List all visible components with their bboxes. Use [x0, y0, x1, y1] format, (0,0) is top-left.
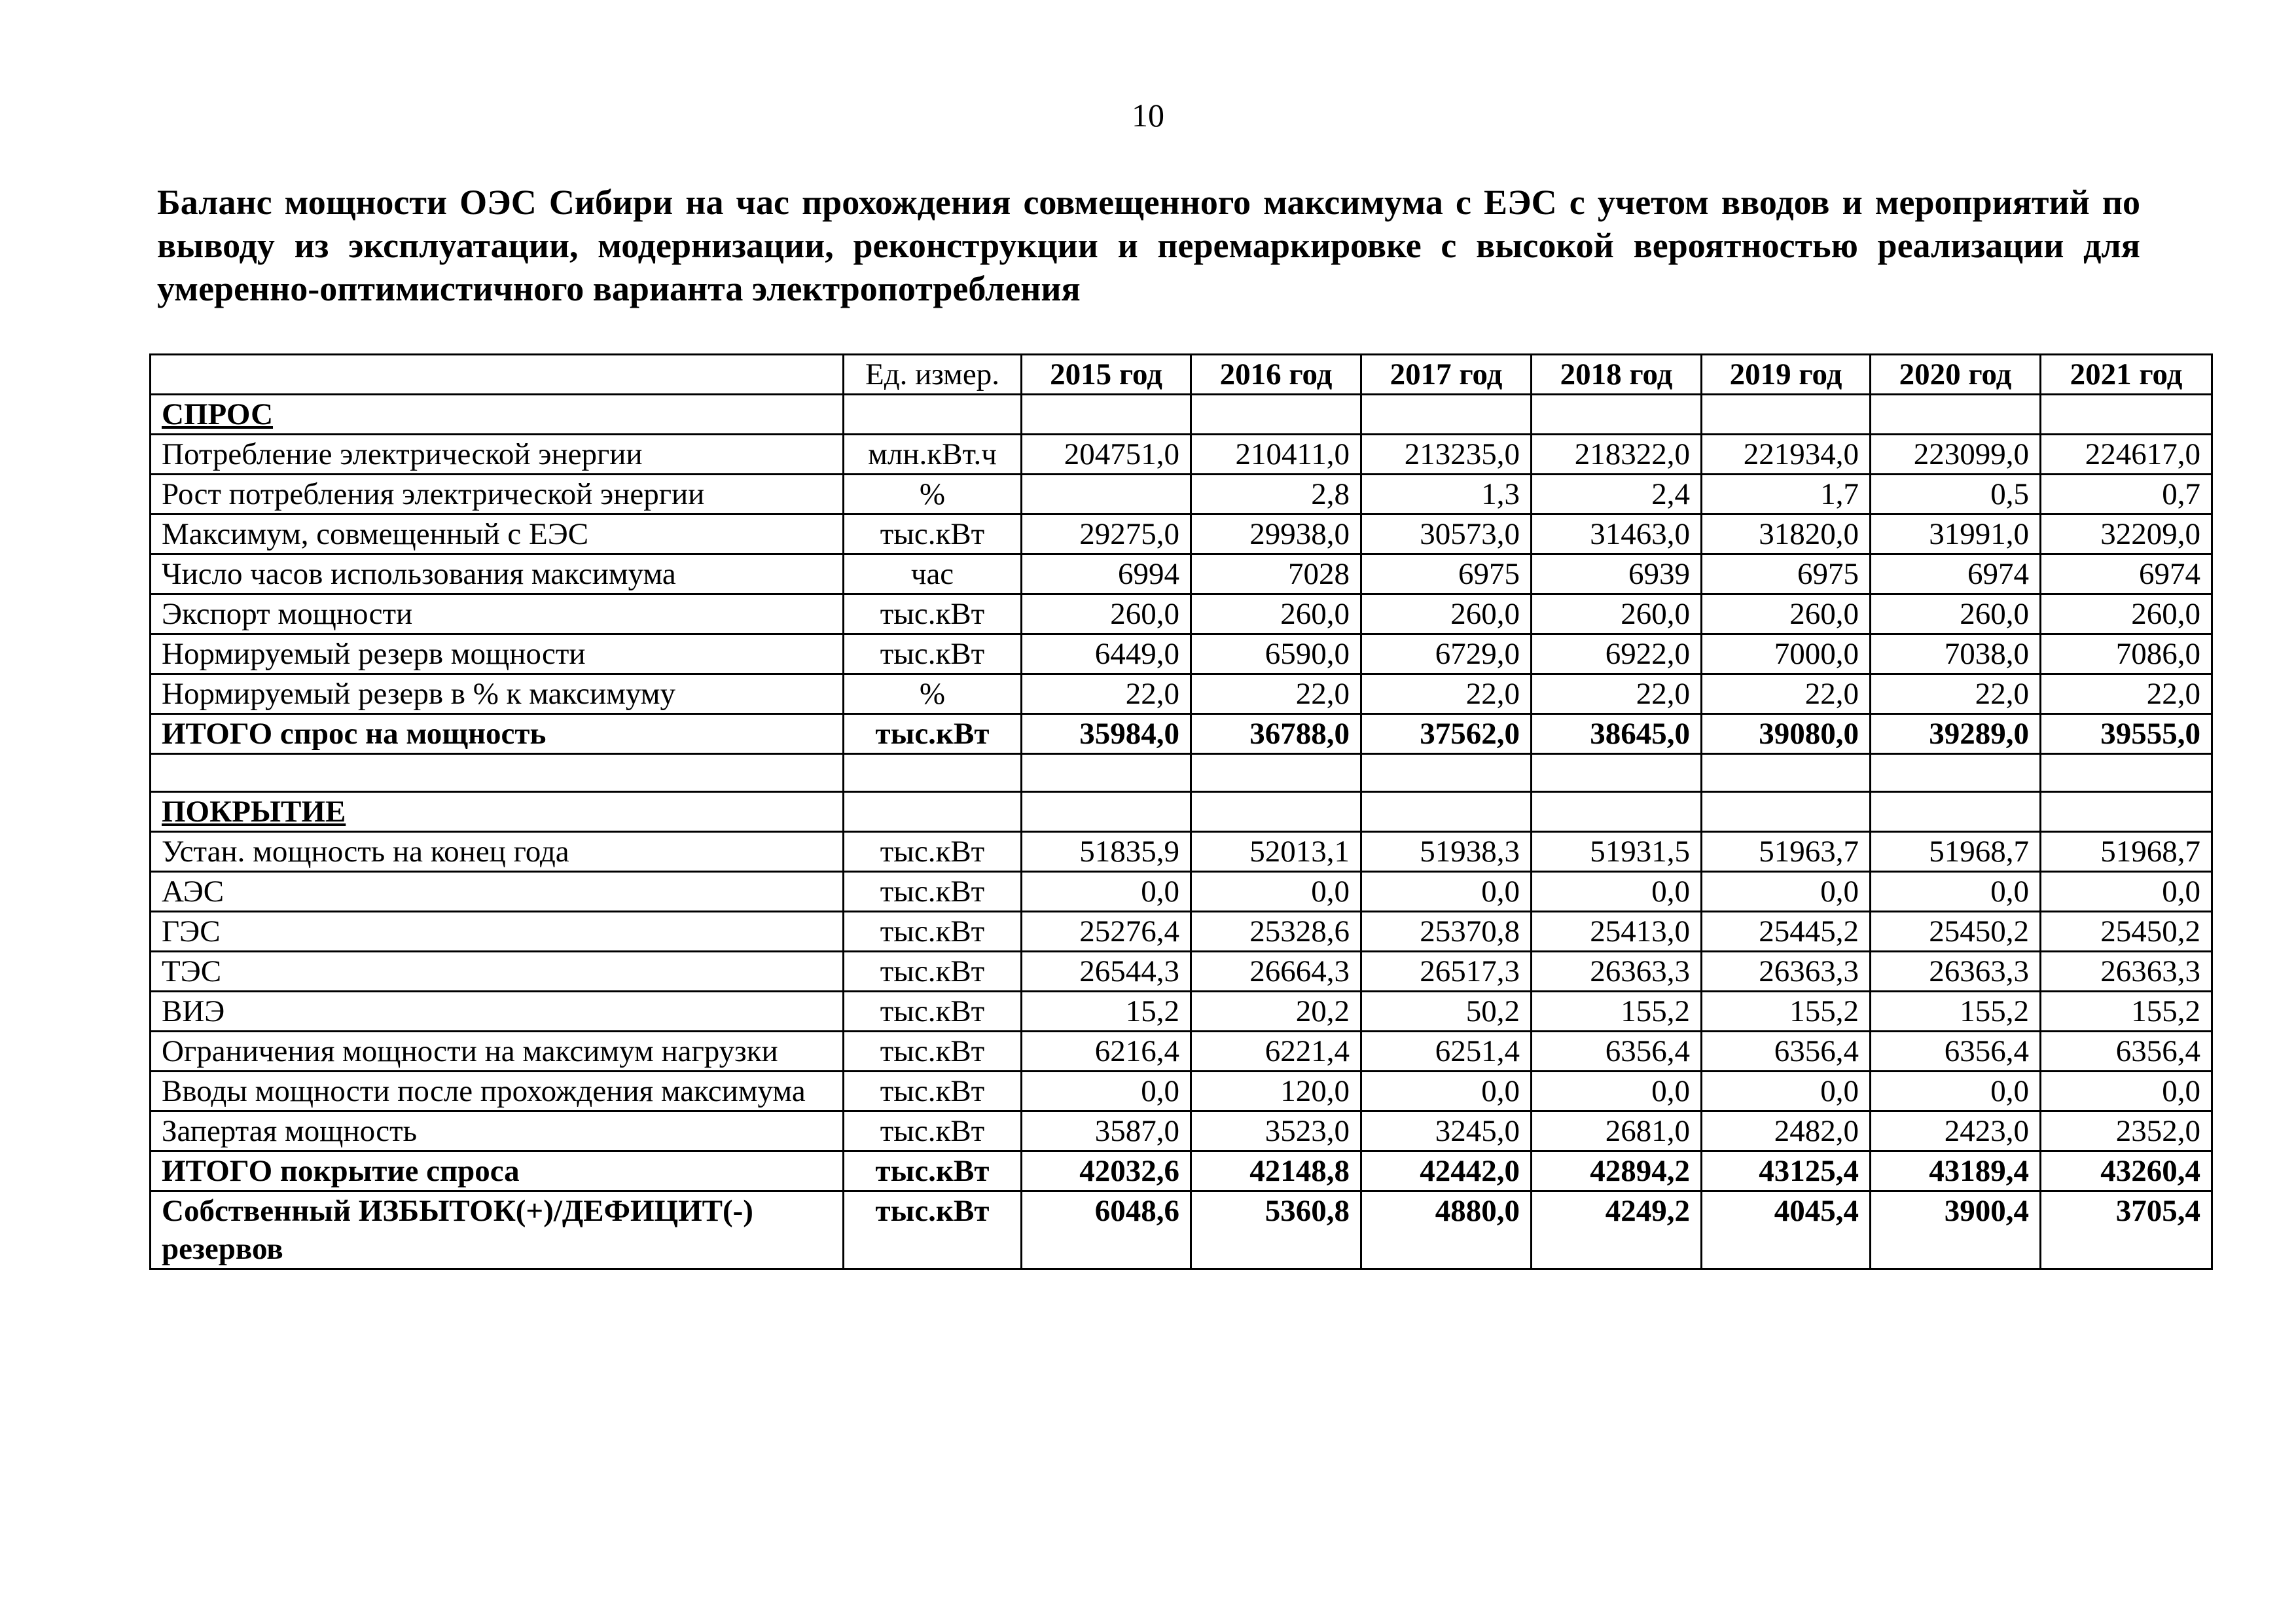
value-cell: 0,0	[2041, 872, 2212, 912]
row-unit: %	[844, 475, 1022, 514]
row-label: Нормируемый резерв мощности	[151, 634, 844, 674]
row-label: Рост потребления электрической энергии	[151, 475, 844, 514]
supply-row	[151, 952, 2212, 992]
value-cell: 25370,8	[1361, 912, 1532, 952]
value-cell: 3587,0	[1022, 1111, 1191, 1151]
value-cell: 42148,8	[1191, 1151, 1361, 1191]
value-cell: 155,2	[1702, 992, 1871, 1032]
empty-cell	[1191, 754, 1361, 792]
value-cell: 0,5	[1871, 475, 2041, 514]
value-cell: 0,0	[1702, 1072, 1871, 1111]
year-header: 2015 год	[1022, 355, 1191, 395]
value-cell: 39289,0	[1871, 714, 2041, 754]
value-cell: 26664,3	[1191, 952, 1361, 992]
value-cell: 43189,4	[1871, 1151, 2041, 1191]
supply-row	[151, 1072, 2212, 1111]
value-cell: 51963,7	[1702, 832, 1871, 872]
empty-cell	[1532, 792, 1702, 832]
empty-cell	[1871, 754, 2041, 792]
value-cell: 51968,7	[1871, 832, 2041, 872]
supply-row	[151, 1032, 2212, 1072]
power-balance-table	[149, 353, 2213, 1270]
value-cell: 0,0	[1702, 872, 1871, 912]
value-cell: 30573,0	[1361, 514, 1532, 554]
value-cell: 31820,0	[1702, 514, 1871, 554]
empty-cell	[1702, 754, 1871, 792]
value-cell: 50,2	[1361, 992, 1532, 1032]
surplus-row	[151, 1191, 2212, 1269]
empty-cell	[1871, 395, 2041, 435]
value-cell: 120,0	[1191, 1072, 1361, 1111]
value-cell: 7038,0	[1871, 634, 2041, 674]
row-label: Максимум, совмещенный с ЕЭС	[151, 514, 844, 554]
row-unit: тыс.кВт	[844, 832, 1022, 872]
document-title: Баланс мощности ОЭС Сибири на час прохождения совмещенного максимума с ЕЭС с учетом вводов и мероприятий по выводу из эксплуатации, модернизации, реконструкции и перемаркировке с высокой вероятностью реализации для умеренно-оптимистичного варианта электропотребления	[157, 183, 2140, 308]
value-cell: 224617,0	[2041, 435, 2212, 475]
page-number: 10	[1132, 97, 1164, 134]
value-cell: 52013,1	[1191, 832, 1361, 872]
value-cell: 2482,0	[1702, 1111, 1871, 1151]
value-cell: 0,7	[2041, 475, 2212, 514]
supply-row	[151, 992, 2212, 1032]
value-cell: 7028	[1191, 554, 1361, 594]
header-label-cell	[151, 355, 844, 395]
value-cell: 51835,9	[1022, 832, 1191, 872]
value-cell: 26363,3	[1702, 952, 1871, 992]
demand-row	[151, 594, 2212, 634]
value-cell: 25445,2	[1702, 912, 1871, 952]
demand-row	[151, 435, 2212, 475]
value-cell: 51968,7	[2041, 832, 2212, 872]
value-cell: 0,0	[1532, 872, 1702, 912]
value-cell: 6449,0	[1022, 634, 1191, 674]
value-cell: 29275,0	[1022, 514, 1191, 554]
demand-section-row	[151, 395, 2212, 435]
value-cell: 25413,0	[1532, 912, 1702, 952]
empty-cell	[844, 792, 1022, 832]
row-unit: тыс.кВт	[844, 952, 1022, 992]
supply-row	[151, 1111, 2212, 1151]
value-cell: 42442,0	[1361, 1151, 1532, 1191]
empty-cell	[1022, 395, 1191, 435]
value-cell: 6356,4	[2041, 1032, 2212, 1072]
value-cell: 4249,2	[1532, 1191, 1702, 1269]
supply-section-row	[151, 792, 2212, 832]
year-header: 2018 год	[1532, 355, 1702, 395]
value-cell: 22,0	[1532, 674, 1702, 714]
value-cell: 6221,4	[1191, 1032, 1361, 1072]
demand-total-row	[151, 714, 2212, 754]
value-cell: 38645,0	[1532, 714, 1702, 754]
value-cell: 7000,0	[1702, 634, 1871, 674]
value-cell: 37562,0	[1361, 714, 1532, 754]
value-cell: 31991,0	[1871, 514, 2041, 554]
empty-cell	[1871, 792, 2041, 832]
value-cell: 1,3	[1361, 475, 1532, 514]
value-cell: 26363,3	[1532, 952, 1702, 992]
value-cell: 4880,0	[1361, 1191, 1532, 1269]
spacer-row	[151, 754, 2212, 792]
value-cell: 42894,2	[1532, 1151, 1702, 1191]
demand-row	[151, 634, 2212, 674]
value-cell: 26363,3	[2041, 952, 2212, 992]
value-cell: 6251,4	[1361, 1032, 1532, 1072]
value-cell: 204751,0	[1022, 435, 1191, 475]
supply-row	[151, 912, 2212, 952]
empty-cell	[2041, 754, 2212, 792]
row-label: Ограничения мощности на максимум нагрузки	[151, 1032, 844, 1072]
section-title: ПОКРЫТИЕ	[151, 792, 844, 832]
value-cell: 221934,0	[1702, 435, 1871, 475]
value-cell: 218322,0	[1532, 435, 1702, 475]
empty-cell	[1361, 792, 1532, 832]
table-body	[151, 355, 2212, 1269]
empty-cell	[1022, 792, 1191, 832]
value-cell: 43125,4	[1702, 1151, 1871, 1191]
empty-cell	[2041, 792, 2212, 832]
row-label: Вводы мощности после прохождения максимума	[151, 1072, 844, 1111]
empty-cell	[1702, 792, 1871, 832]
value-cell: 15,2	[1022, 992, 1191, 1032]
value-cell: 0,0	[1191, 872, 1361, 912]
value-cell: 0,0	[1022, 872, 1191, 912]
row-unit: тыс.кВт	[844, 514, 1022, 554]
value-cell: 20,2	[1191, 992, 1361, 1032]
year-header: 2016 год	[1191, 355, 1361, 395]
value-cell: 1,7	[1702, 475, 1871, 514]
empty-cell	[1702, 395, 1871, 435]
row-label: Собственный ИЗБЫТОК(+)/ДЕФИЦИТ(-) резервов	[151, 1191, 844, 1269]
value-cell: 6975	[1361, 554, 1532, 594]
value-cell: 29938,0	[1191, 514, 1361, 554]
row-label: АЭС	[151, 872, 844, 912]
unit-header: Ед. измер.	[844, 355, 1022, 395]
year-header: 2021 год	[2041, 355, 2212, 395]
value-cell: 25450,2	[1871, 912, 2041, 952]
value-cell: 0,0	[1532, 1072, 1702, 1111]
row-unit: тыс.кВт	[844, 1111, 1022, 1151]
value-cell: 2,8	[1191, 475, 1361, 514]
value-cell: 260,0	[1871, 594, 2041, 634]
demand-row	[151, 514, 2212, 554]
row-unit: %	[844, 674, 1022, 714]
empty-cell	[1022, 754, 1191, 792]
value-cell: 25276,4	[1022, 912, 1191, 952]
value-cell: 6975	[1702, 554, 1871, 594]
value-cell: 32209,0	[2041, 514, 2212, 554]
value-cell: 2681,0	[1532, 1111, 1702, 1151]
value-cell: 3523,0	[1191, 1111, 1361, 1151]
value-cell: 213235,0	[1361, 435, 1532, 475]
value-cell: 39555,0	[2041, 714, 2212, 754]
value-cell: 260,0	[2041, 594, 2212, 634]
value-cell: 0,0	[1361, 872, 1532, 912]
row-label: Устан. мощность на конец года	[151, 832, 844, 872]
row-unit: млн.кВт.ч	[844, 435, 1022, 475]
value-cell: 0,0	[1871, 872, 2041, 912]
value-cell: 22,0	[1871, 674, 2041, 714]
value-cell: 3245,0	[1361, 1111, 1532, 1151]
header-row	[151, 355, 2212, 395]
value-cell: 35984,0	[1022, 714, 1191, 754]
row-unit: тыс.кВт	[844, 992, 1022, 1032]
row-label: ИТОГО спрос на мощность	[151, 714, 844, 754]
row-label: ИТОГО покрытие спроса	[151, 1151, 844, 1191]
value-cell: 6974	[1871, 554, 2041, 594]
value-cell: 2,4	[1532, 475, 1702, 514]
value-cell: 6356,4	[1532, 1032, 1702, 1072]
demand-row	[151, 554, 2212, 594]
row-label: ТЭС	[151, 952, 844, 992]
value-cell: 0,0	[1361, 1072, 1532, 1111]
value-cell: 2352,0	[2041, 1111, 2212, 1151]
value-cell	[1022, 475, 1191, 514]
empty-cell	[1191, 792, 1361, 832]
value-cell: 22,0	[1702, 674, 1871, 714]
value-cell: 6048,6	[1022, 1191, 1191, 1269]
row-unit: тыс.кВт	[844, 594, 1022, 634]
value-cell: 4045,4	[1702, 1191, 1871, 1269]
row-unit: тыс.кВт	[844, 714, 1022, 754]
value-cell: 39080,0	[1702, 714, 1871, 754]
value-cell: 223099,0	[1871, 435, 2041, 475]
value-cell: 7086,0	[2041, 634, 2212, 674]
supply-row	[151, 832, 2212, 872]
value-cell: 22,0	[1361, 674, 1532, 714]
value-cell: 6356,4	[1702, 1032, 1871, 1072]
value-cell: 260,0	[1022, 594, 1191, 634]
value-cell: 0,0	[1871, 1072, 2041, 1111]
demand-row	[151, 674, 2212, 714]
value-cell: 260,0	[1191, 594, 1361, 634]
value-cell: 260,0	[1361, 594, 1532, 634]
value-cell: 260,0	[1702, 594, 1871, 634]
value-cell: 26517,3	[1361, 952, 1532, 992]
value-cell: 51931,5	[1532, 832, 1702, 872]
value-cell: 155,2	[2041, 992, 2212, 1032]
row-unit: час	[844, 554, 1022, 594]
value-cell: 22,0	[1022, 674, 1191, 714]
row-unit: тыс.кВт	[844, 634, 1022, 674]
value-cell: 31463,0	[1532, 514, 1702, 554]
value-cell: 6590,0	[1191, 634, 1361, 674]
value-cell: 6974	[2041, 554, 2212, 594]
empty-cell	[1191, 395, 1361, 435]
row-label: Экспорт мощности	[151, 594, 844, 634]
value-cell: 25328,6	[1191, 912, 1361, 952]
value-cell: 51938,3	[1361, 832, 1532, 872]
empty-cell	[151, 754, 844, 792]
value-cell: 0,0	[1022, 1072, 1191, 1111]
value-cell: 2423,0	[1871, 1111, 2041, 1151]
row-unit: тыс.кВт	[844, 1072, 1022, 1111]
row-unit: тыс.кВт	[844, 1151, 1022, 1191]
year-header: 2020 год	[1871, 355, 2041, 395]
section-title: СПРОС	[151, 395, 844, 435]
empty-cell	[1532, 395, 1702, 435]
value-cell: 6922,0	[1532, 634, 1702, 674]
empty-cell	[1361, 754, 1532, 792]
value-cell: 25450,2	[2041, 912, 2212, 952]
row-label: Нормируемый резерв в % к максимуму	[151, 674, 844, 714]
row-label: ВИЭ	[151, 992, 844, 1032]
value-cell: 210411,0	[1191, 435, 1361, 475]
demand-row	[151, 475, 2212, 514]
value-cell: 43260,4	[2041, 1151, 2212, 1191]
value-cell: 42032,6	[1022, 1151, 1191, 1191]
year-header: 2017 год	[1361, 355, 1532, 395]
empty-cell	[1361, 395, 1532, 435]
row-label: Потребление электрической энергии	[151, 435, 844, 475]
row-unit: тыс.кВт	[844, 912, 1022, 952]
row-unit: тыс.кВт	[844, 872, 1022, 912]
value-cell: 155,2	[1532, 992, 1702, 1032]
value-cell: 26363,3	[1871, 952, 2041, 992]
value-cell: 6994	[1022, 554, 1191, 594]
empty-cell	[844, 395, 1022, 435]
empty-cell	[1532, 754, 1702, 792]
value-cell: 6356,4	[1871, 1032, 2041, 1072]
value-cell: 6729,0	[1361, 634, 1532, 674]
value-cell: 260,0	[1532, 594, 1702, 634]
value-cell: 155,2	[1871, 992, 2041, 1032]
supply-total-row	[151, 1151, 2212, 1191]
value-cell: 3900,4	[1871, 1191, 2041, 1269]
empty-cell	[844, 754, 1022, 792]
value-cell: 6939	[1532, 554, 1702, 594]
value-cell: 22,0	[2041, 674, 2212, 714]
value-cell: 26544,3	[1022, 952, 1191, 992]
value-cell: 36788,0	[1191, 714, 1361, 754]
row-label: Запертая мощность	[151, 1111, 844, 1151]
empty-cell	[2041, 395, 2212, 435]
row-label: Число часов использования максимума	[151, 554, 844, 594]
value-cell: 6216,4	[1022, 1032, 1191, 1072]
value-cell: 5360,8	[1191, 1191, 1361, 1269]
row-label: ГЭС	[151, 912, 844, 952]
supply-row	[151, 872, 2212, 912]
value-cell: 0,0	[2041, 1072, 2212, 1111]
row-unit: тыс.кВт	[844, 1191, 1022, 1269]
value-cell: 3705,4	[2041, 1191, 2212, 1269]
value-cell: 22,0	[1191, 674, 1361, 714]
row-unit: тыс.кВт	[844, 1032, 1022, 1072]
year-header: 2019 год	[1702, 355, 1871, 395]
